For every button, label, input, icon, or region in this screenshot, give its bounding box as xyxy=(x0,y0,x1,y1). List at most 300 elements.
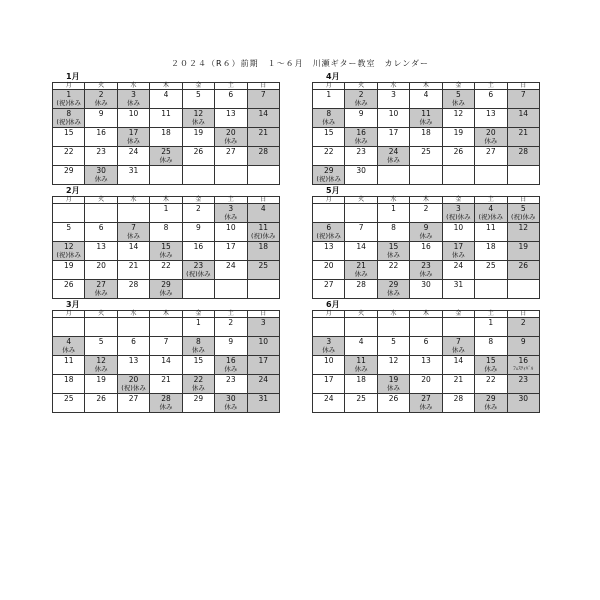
day-number: 30 xyxy=(518,394,529,403)
day-number: 11 xyxy=(486,223,496,232)
day-number: 22 xyxy=(388,261,399,270)
day-cell xyxy=(53,280,85,299)
day-number: 5 xyxy=(98,337,104,346)
weekday-header: 土 xyxy=(215,311,247,318)
day-cell xyxy=(85,242,117,261)
day-number: 2 xyxy=(228,318,234,327)
day-number: 31 xyxy=(258,394,269,403)
day-number: 15 xyxy=(388,242,399,251)
day-number: 27 xyxy=(486,147,496,156)
day-number: 20 xyxy=(486,128,496,137)
day-cell xyxy=(377,128,409,147)
day-number: 23 xyxy=(356,147,366,156)
day-number: 5 xyxy=(391,337,396,346)
day-cell xyxy=(117,109,149,128)
day-number: 1 xyxy=(196,318,201,327)
day-cell xyxy=(345,394,377,413)
day-note: 休み xyxy=(387,289,401,297)
day-number: 24 xyxy=(128,147,139,156)
day-number: 9 xyxy=(196,223,201,232)
day-cell xyxy=(215,356,247,375)
day-cell xyxy=(442,337,474,356)
empty-cell xyxy=(442,318,474,337)
month-table xyxy=(52,196,280,299)
weekday-header: 日 xyxy=(507,197,539,204)
day-cell xyxy=(442,109,474,128)
day-cell xyxy=(182,356,214,375)
empty-cell xyxy=(215,166,247,185)
day-cell xyxy=(182,223,214,242)
weekday-header: 金 xyxy=(182,83,214,90)
weekday-header: 水 xyxy=(117,83,149,90)
day-cell xyxy=(410,394,442,413)
weekday-header: 火 xyxy=(345,83,377,90)
day-cell xyxy=(475,109,507,128)
day-number: 2 xyxy=(520,318,526,327)
day-number: 18 xyxy=(421,128,431,137)
day-number: 8 xyxy=(488,337,494,346)
day-cell xyxy=(475,90,507,109)
day-cell xyxy=(442,375,474,394)
day-cell xyxy=(442,223,474,242)
day-cell xyxy=(215,242,247,261)
day-cell xyxy=(507,318,539,337)
day-number: 7 xyxy=(131,223,136,232)
day-cell xyxy=(247,147,279,166)
day-note: 休み xyxy=(127,137,141,145)
weekday-header: 金 xyxy=(442,197,474,204)
day-cell xyxy=(442,280,474,299)
day-cell xyxy=(410,147,442,166)
day-note: 休み xyxy=(159,403,173,411)
day-number: 7 xyxy=(163,337,169,346)
day-note: 休み xyxy=(322,118,336,126)
day-cell xyxy=(53,223,85,242)
day-number: 24 xyxy=(226,261,236,270)
weekday-header: 月 xyxy=(53,83,85,90)
day-number: 12 xyxy=(63,242,74,251)
day-cell xyxy=(85,356,117,375)
day-cell xyxy=(53,128,85,147)
day-number: 8 xyxy=(326,109,332,118)
day-number: 27 xyxy=(96,280,106,289)
day-note: 休み xyxy=(191,384,205,392)
day-number: 3 xyxy=(228,204,234,213)
empty-cell xyxy=(150,318,182,337)
day-cell xyxy=(313,261,345,280)
day-cell xyxy=(442,128,474,147)
week-row xyxy=(313,147,540,166)
day-note: 休み xyxy=(354,137,368,145)
day-number: 24 xyxy=(453,261,464,270)
empty-cell xyxy=(377,318,409,337)
day-cell xyxy=(313,223,345,242)
day-cell xyxy=(442,147,474,166)
day-number: 14 xyxy=(161,356,171,365)
day-cell xyxy=(313,375,345,394)
week-row xyxy=(53,90,280,109)
day-cell xyxy=(215,261,247,280)
day-number: 11 xyxy=(421,109,431,118)
day-number: 17 xyxy=(323,375,334,384)
day-number: 23 xyxy=(193,261,204,270)
day-cell xyxy=(507,242,539,261)
day-cell xyxy=(507,223,539,242)
day-cell xyxy=(215,394,247,413)
empty-cell xyxy=(117,204,149,223)
day-cell xyxy=(313,356,345,375)
day-cell xyxy=(313,280,345,299)
day-cell xyxy=(215,90,247,109)
weekday-header: 土 xyxy=(215,197,247,204)
month-label: 5月 xyxy=(326,186,340,195)
weekday-header: 金 xyxy=(182,197,214,204)
day-cell xyxy=(345,166,377,185)
month-table xyxy=(312,310,540,413)
day-number: 13 xyxy=(323,242,334,251)
month-table xyxy=(312,82,540,185)
day-cell xyxy=(150,394,182,413)
day-cell xyxy=(377,242,409,261)
day-number: 22 xyxy=(323,147,334,156)
day-cell xyxy=(345,223,377,242)
day-cell xyxy=(507,204,539,223)
month-calendar xyxy=(312,72,540,185)
day-note: 休み xyxy=(387,251,401,259)
month-calendar xyxy=(52,300,280,413)
week-row xyxy=(313,109,540,128)
day-number: 10 xyxy=(258,337,269,346)
day-number: 7 xyxy=(358,223,364,232)
day-cell xyxy=(313,394,345,413)
day-note: 休み xyxy=(419,403,433,411)
day-note: 休み xyxy=(94,365,108,373)
empty-cell xyxy=(345,204,377,223)
weekday-header: 土 xyxy=(475,83,507,90)
day-cell xyxy=(215,204,247,223)
day-number: 3 xyxy=(391,90,396,99)
day-number: 22 xyxy=(63,147,74,156)
day-cell xyxy=(313,147,345,166)
weekday-header: 木 xyxy=(410,197,442,204)
day-number: 13 xyxy=(486,109,496,118)
day-cell xyxy=(313,166,345,185)
day-cell xyxy=(53,90,85,109)
day-number: 21 xyxy=(258,128,269,137)
day-note: 休み xyxy=(354,99,368,107)
week-row xyxy=(313,128,540,147)
day-cell xyxy=(150,128,182,147)
week-row xyxy=(313,280,540,299)
day-cell xyxy=(117,242,149,261)
day-number: 13 xyxy=(421,356,431,365)
month-label: 2月 xyxy=(66,186,80,195)
day-number: 18 xyxy=(63,375,74,384)
day-number: 26 xyxy=(63,280,74,289)
day-cell xyxy=(53,109,85,128)
day-cell xyxy=(410,204,442,223)
day-number: 29 xyxy=(63,166,74,175)
day-cell xyxy=(182,261,214,280)
empty-cell xyxy=(410,166,442,185)
day-cell xyxy=(345,280,377,299)
weekday-header: 日 xyxy=(507,83,539,90)
week-row xyxy=(313,242,540,261)
day-cell xyxy=(507,375,539,394)
day-number: 28 xyxy=(518,147,529,156)
day-number: 21 xyxy=(453,375,464,384)
day-number: 26 xyxy=(96,394,106,403)
day-number: 11 xyxy=(63,356,74,365)
week-row xyxy=(313,204,540,223)
day-cell xyxy=(215,337,247,356)
day-cell xyxy=(247,90,279,109)
day-number: 14 xyxy=(258,109,269,118)
day-number: 2 xyxy=(423,204,429,213)
day-number: 28 xyxy=(258,147,269,156)
weekday-header: 水 xyxy=(117,197,149,204)
empty-cell xyxy=(507,166,539,185)
day-cell xyxy=(345,261,377,280)
day-number: 25 xyxy=(356,394,366,403)
day-number: 26 xyxy=(453,147,464,156)
day-number: 28 xyxy=(453,394,464,403)
day-number: 3 xyxy=(456,204,461,213)
empty-cell xyxy=(182,280,214,299)
day-number: 18 xyxy=(258,242,269,251)
day-cell xyxy=(345,242,377,261)
day-cell xyxy=(117,337,149,356)
day-number: 10 xyxy=(226,223,236,232)
day-number: 17 xyxy=(226,242,236,251)
day-number: 26 xyxy=(518,261,529,270)
month-calendar xyxy=(312,186,540,299)
day-cell xyxy=(85,337,117,356)
day-cell xyxy=(410,356,442,375)
day-cell xyxy=(377,223,409,242)
day-note: 休み xyxy=(451,346,465,354)
day-number: 8 xyxy=(391,223,396,232)
day-cell xyxy=(345,337,377,356)
week-row xyxy=(313,356,540,375)
day-number: 27 xyxy=(128,394,139,403)
empty-cell xyxy=(117,318,149,337)
day-note: (祝)休み xyxy=(121,384,146,392)
day-number: 7 xyxy=(520,90,526,99)
week-row xyxy=(313,337,540,356)
week-row xyxy=(53,375,280,394)
day-number: 6 xyxy=(228,90,234,99)
weekday-header: 日 xyxy=(247,83,279,90)
day-cell xyxy=(182,318,214,337)
day-number: 1 xyxy=(163,204,169,213)
weekday-header: 月 xyxy=(313,311,345,318)
day-cell xyxy=(410,375,442,394)
day-number: 8 xyxy=(196,337,201,346)
empty-cell xyxy=(247,166,279,185)
day-cell xyxy=(215,375,247,394)
day-number: 2 xyxy=(98,90,104,99)
weekday-header: 水 xyxy=(377,311,409,318)
day-number: 23 xyxy=(226,375,236,384)
day-cell xyxy=(507,356,539,375)
day-note: 休み xyxy=(224,365,238,373)
weekday-header: 木 xyxy=(410,83,442,90)
day-cell xyxy=(410,128,442,147)
day-note: (祝)休み xyxy=(250,232,276,240)
day-number: 5 xyxy=(66,223,72,232)
day-cell xyxy=(182,394,214,413)
day-cell xyxy=(313,337,345,356)
day-cell xyxy=(345,109,377,128)
day-cell xyxy=(377,356,409,375)
day-cell xyxy=(150,147,182,166)
day-number: 11 xyxy=(356,356,366,365)
empty-cell xyxy=(475,166,507,185)
weekday-header: 火 xyxy=(85,83,117,90)
week-row xyxy=(53,318,280,337)
week-row xyxy=(313,223,540,242)
day-number: 12 xyxy=(388,356,399,365)
day-cell xyxy=(150,223,182,242)
day-number: 18 xyxy=(161,128,171,137)
day-number: 9 xyxy=(423,223,429,232)
day-number: 5 xyxy=(520,204,526,213)
day-cell xyxy=(85,166,117,185)
month-table xyxy=(52,310,280,413)
day-cell xyxy=(507,337,539,356)
day-note: 休み xyxy=(419,118,433,126)
day-number: 22 xyxy=(486,375,496,384)
month-label: 4月 xyxy=(326,72,340,81)
day-number: 19 xyxy=(63,261,74,270)
day-number: 25 xyxy=(486,261,496,270)
day-cell xyxy=(182,109,214,128)
day-cell xyxy=(117,166,149,185)
day-number: 29 xyxy=(486,394,496,403)
empty-cell xyxy=(150,166,182,185)
day-number: 20 xyxy=(421,375,431,384)
day-cell xyxy=(475,147,507,166)
day-cell xyxy=(53,147,85,166)
day-note: (祝)休み xyxy=(56,118,81,126)
day-cell xyxy=(85,109,117,128)
week-row xyxy=(313,90,540,109)
day-cell xyxy=(182,147,214,166)
day-cell xyxy=(377,109,409,128)
empty-cell xyxy=(410,318,442,337)
day-cell xyxy=(475,128,507,147)
day-cell xyxy=(53,242,85,261)
day-cell xyxy=(150,375,182,394)
day-number: 28 xyxy=(128,280,139,289)
weekday-header: 日 xyxy=(507,311,539,318)
week-row xyxy=(53,356,280,375)
week-row xyxy=(313,261,540,280)
day-number: 16 xyxy=(193,242,204,251)
day-number: 17 xyxy=(128,128,139,137)
day-number: 23 xyxy=(421,261,431,270)
day-number: 13 xyxy=(128,356,139,365)
day-number: 12 xyxy=(193,109,204,118)
day-note: (祝)休み xyxy=(56,99,81,107)
day-number: 16 xyxy=(96,128,106,137)
empty-cell xyxy=(182,166,214,185)
weekday-header: 金 xyxy=(442,83,474,90)
month-label: 3月 xyxy=(66,300,80,309)
day-number: 20 xyxy=(323,261,334,270)
weekday-header: 月 xyxy=(53,197,85,204)
day-number: 25 xyxy=(161,147,171,156)
day-number: 27 xyxy=(421,394,431,403)
day-cell xyxy=(182,90,214,109)
day-cell xyxy=(442,356,474,375)
day-number: 29 xyxy=(388,280,399,289)
weekday-header: 日 xyxy=(247,311,279,318)
day-cell xyxy=(475,356,507,375)
day-number: 6 xyxy=(488,90,494,99)
day-number: 14 xyxy=(356,242,366,251)
week-row xyxy=(313,318,540,337)
day-cell xyxy=(247,375,279,394)
empty-cell xyxy=(313,204,345,223)
day-number: 4 xyxy=(260,204,266,213)
day-cell xyxy=(182,337,214,356)
day-cell xyxy=(377,147,409,166)
day-cell xyxy=(377,375,409,394)
month-calendar xyxy=(312,300,540,413)
empty-cell xyxy=(507,280,539,299)
weekday-header: 火 xyxy=(85,197,117,204)
day-number: 1 xyxy=(488,318,494,327)
week-row xyxy=(53,242,280,261)
weekday-header: 土 xyxy=(475,311,507,318)
weekday-header: 木 xyxy=(410,311,442,318)
week-row xyxy=(53,337,280,356)
day-note: 休み xyxy=(94,175,108,183)
day-cell xyxy=(247,356,279,375)
day-number: 4 xyxy=(358,337,364,346)
day-note: (祝)休み xyxy=(56,251,81,259)
day-number: 21 xyxy=(161,375,171,384)
weekday-header: 水 xyxy=(377,83,409,90)
day-number: 25 xyxy=(63,394,74,403)
day-cell xyxy=(475,337,507,356)
day-note: 休み xyxy=(94,289,108,297)
day-number: 19 xyxy=(388,375,399,384)
day-cell xyxy=(410,337,442,356)
day-number: 2 xyxy=(358,90,364,99)
day-number: 4 xyxy=(423,90,429,99)
weekday-header: 金 xyxy=(442,311,474,318)
day-cell xyxy=(150,280,182,299)
day-cell xyxy=(117,394,149,413)
day-cell xyxy=(345,90,377,109)
day-cell xyxy=(85,90,117,109)
empty-cell xyxy=(313,318,345,337)
day-number: 29 xyxy=(193,394,204,403)
day-note: 休み xyxy=(484,365,498,373)
day-number: 3 xyxy=(326,337,332,346)
empty-cell xyxy=(85,318,117,337)
day-number: 30 xyxy=(226,394,236,403)
weekday-header: 月 xyxy=(313,197,345,204)
day-cell xyxy=(475,318,507,337)
weekday-header: 土 xyxy=(215,83,247,90)
day-note: (祝)休み xyxy=(186,270,211,278)
day-cell xyxy=(442,261,474,280)
day-note: 休み xyxy=(159,156,173,164)
